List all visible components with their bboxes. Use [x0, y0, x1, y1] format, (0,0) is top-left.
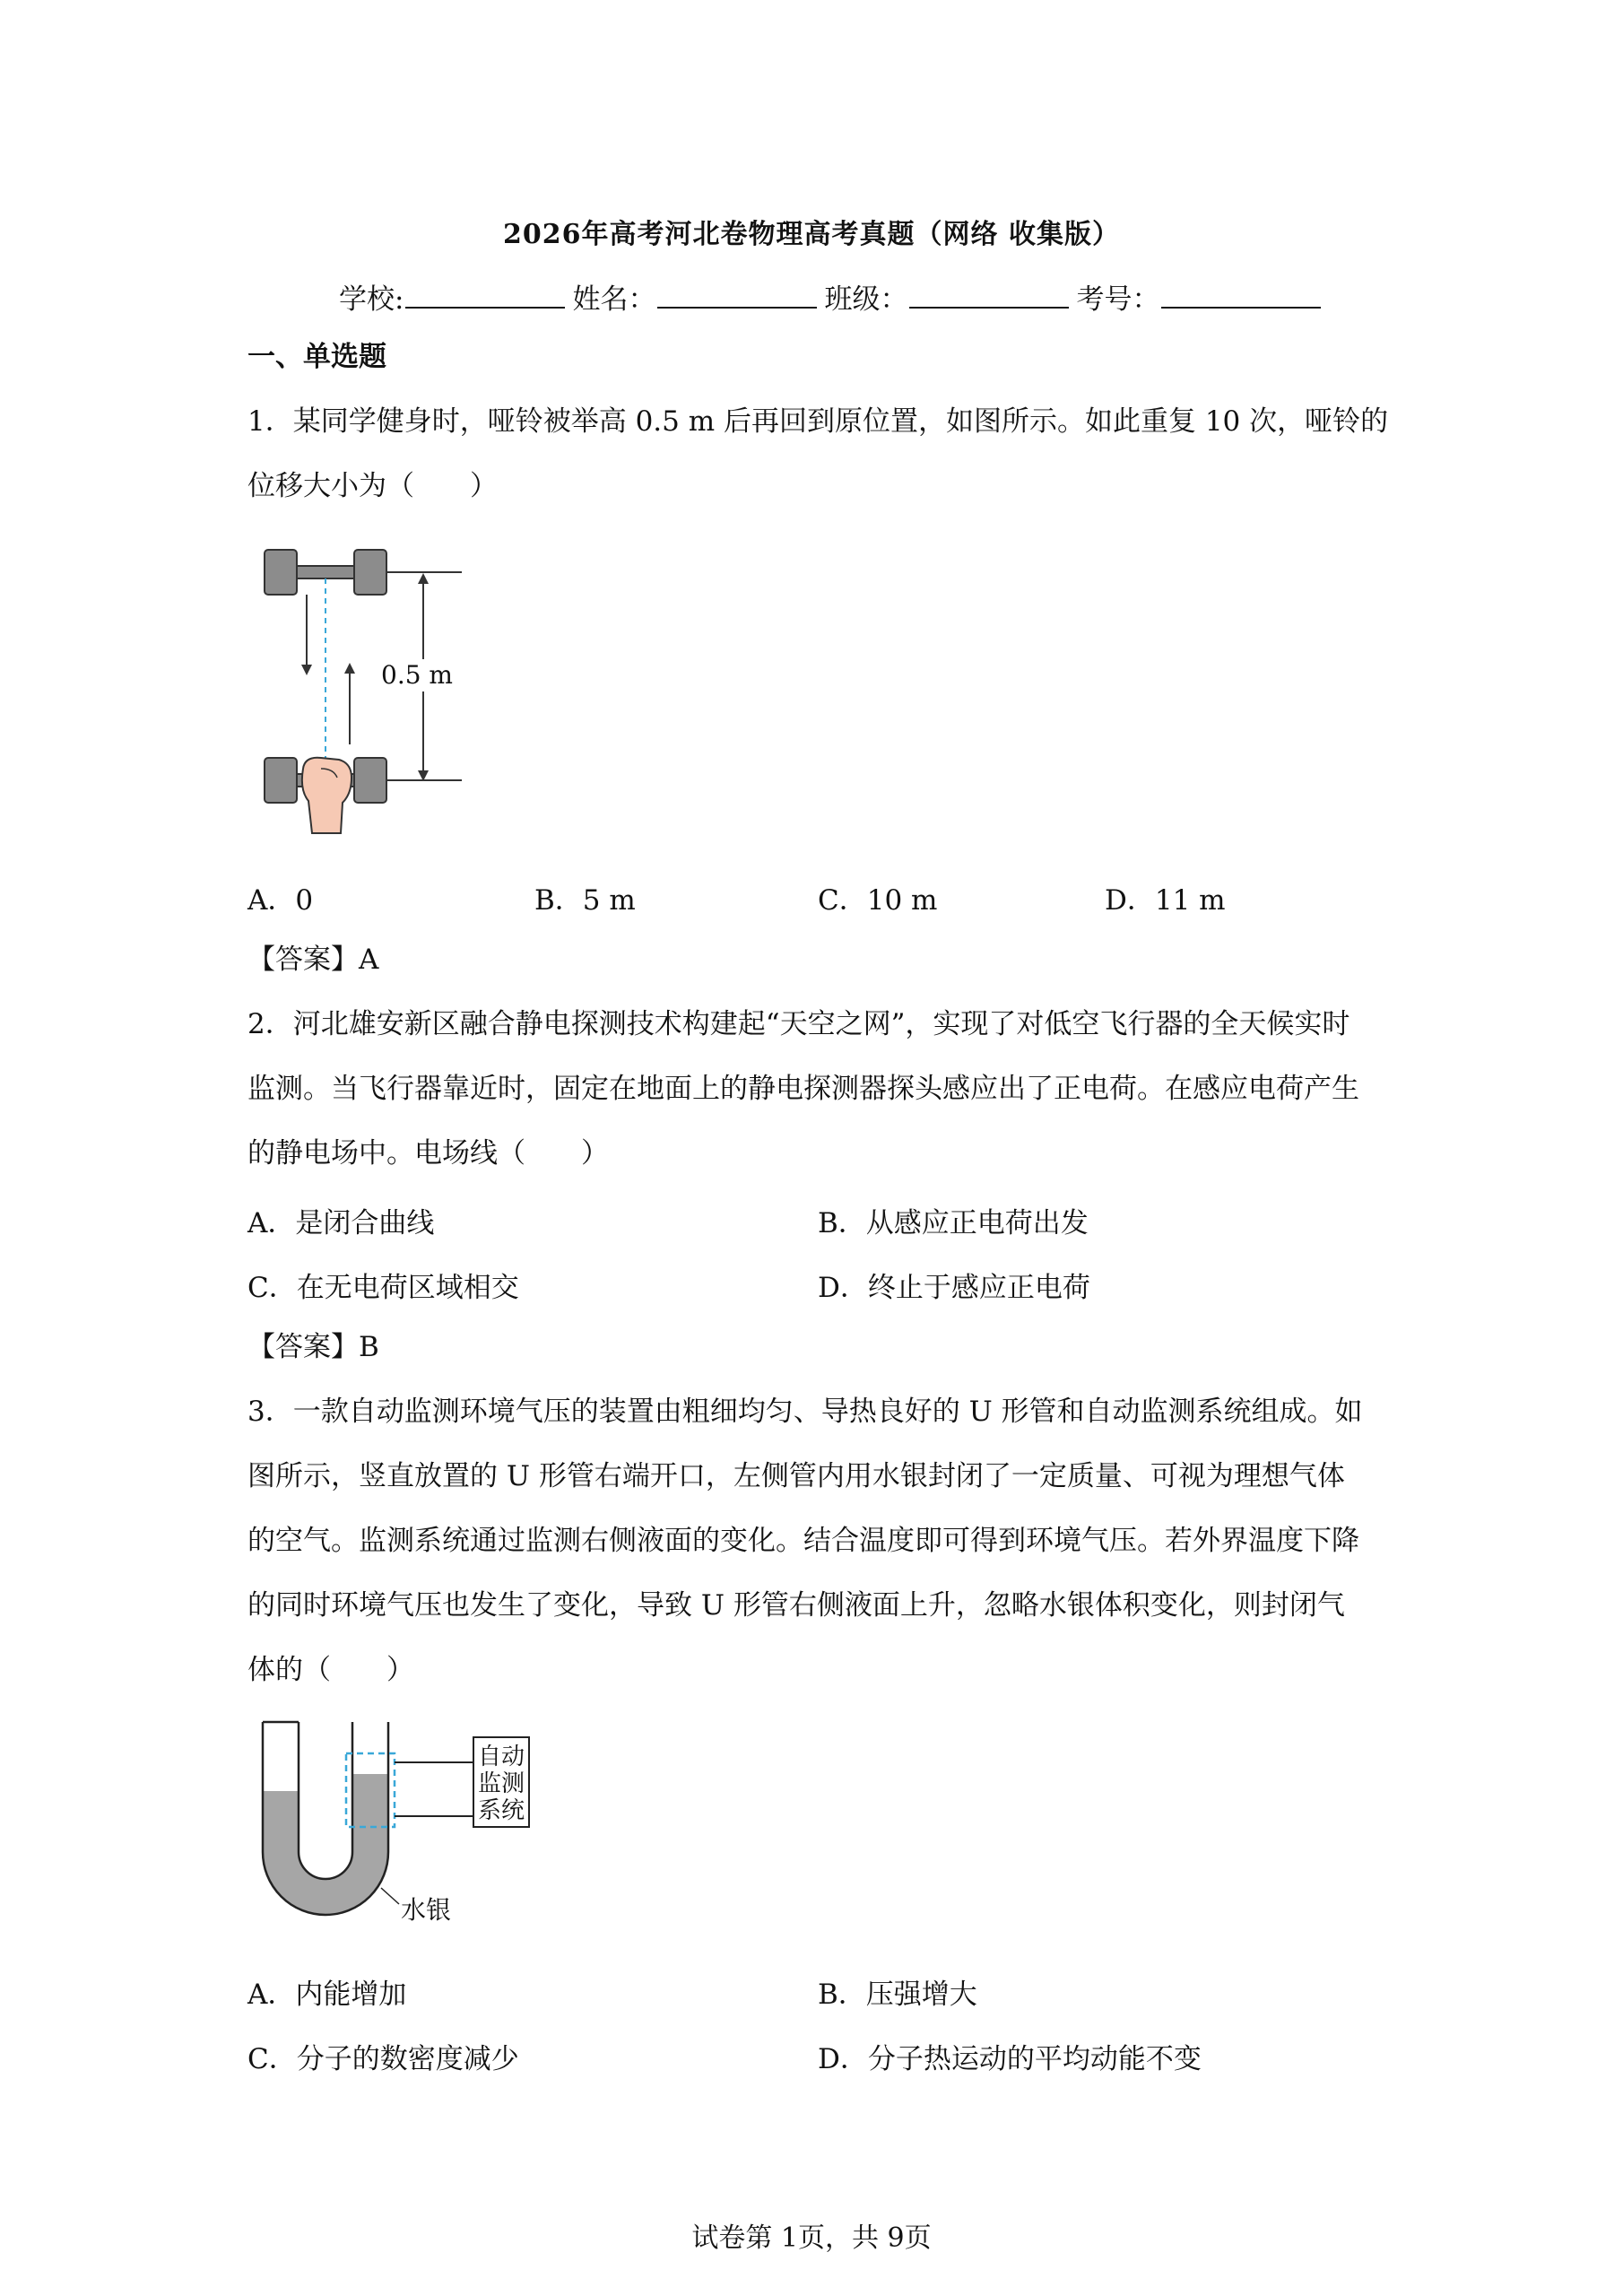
page-footer: 试卷第 1页，共 9页	[691, 2222, 932, 2254]
q3-option-a: A．内能增加	[247, 1979, 407, 2011]
dimension-arrow-top	[418, 573, 429, 584]
q1-option-d: D．11 m	[1105, 884, 1226, 917]
class-blank[interactable]	[909, 280, 1069, 309]
top-dumbbell-right-weight	[354, 550, 386, 595]
q1-option-c: C．10 m	[818, 884, 938, 917]
mercury-fill	[263, 1774, 388, 1915]
u-tube-figure	[256, 1718, 560, 1951]
mercury-label-pointer	[381, 1888, 399, 1904]
school-blank[interactable]	[405, 280, 565, 309]
q3-text-line2: 图所示，竖直放置的 U 形管右端开口，左侧管内用水银封闭了一定质量、可视为理想气体	[247, 1460, 1345, 1492]
top-dumbbell-left-weight	[265, 550, 297, 595]
monitoring-box-line3: 系统	[478, 1797, 525, 1824]
u-tube-inner-wall	[299, 1722, 352, 1879]
q3-text-line3: 的空气。监测系统通过监测右侧液面的变化。结合温度即可得到环境气压。若外界温度下降	[247, 1525, 1359, 1557]
name-blank[interactable]	[657, 280, 817, 309]
page-title: 2026年高考河北卷物理高考真题（网络 收集版）	[503, 219, 1120, 250]
q3-option-b: B．压强增大	[818, 1979, 977, 2011]
q1-option-a: A．0	[247, 884, 314, 917]
dimension-label: 0.5 m	[381, 660, 453, 690]
q1-text-line1: 1．某同学健身时，哑铃被举高 0.5 m 后再回到原位置，如图所示。如此重复 10 次，哑铃的	[247, 405, 1389, 438]
q3-text-line4: 的同时环境气压也发生了变化，导致 U 形管右侧液面上升，忽略水银体积变化，则封闭气	[247, 1589, 1345, 1622]
section-title: 一、单选题	[247, 341, 386, 373]
q1-text-line2: 位移大小为（ ）	[247, 470, 498, 502]
q3-text-line5: 体的（ ）	[247, 1654, 414, 1686]
q2-text-line2: 监测。当飞行器靠近时，固定在地面上的静电探测器探头感应出了正电荷。在感应电荷产生	[247, 1073, 1359, 1105]
q2-text-line1: 2．河北雄安新区融合静电探测技术构建起“天空之网”，实现了对低空飞行器的全天候实时	[247, 1008, 1350, 1040]
q1-answer: 【答案】A	[247, 944, 379, 976]
q3-option-d: D．分子热运动的平均动能不变	[818, 2043, 1202, 2075]
student-info-row	[339, 276, 1328, 317]
number-label: 考号：	[1076, 283, 1160, 316]
bottom-dumbbell-left-weight	[265, 758, 297, 803]
q2-option-d: D．终止于感应正电荷	[818, 1272, 1090, 1304]
q2-text-line3: 的静电场中。电场线（ ）	[247, 1137, 609, 1170]
q2-option-b: B．从感应正电荷出发	[818, 1207, 1089, 1239]
mercury-label: 水银	[401, 1895, 452, 1925]
q2-option-a: A．是闭合曲线	[247, 1207, 435, 1239]
school-label: 学校:	[339, 283, 404, 316]
q3-text-line1: 3．一款自动监测环境气压的装置由粗细均匀、导热良好的 U 形管和自动监测系统组成。如	[247, 1396, 1363, 1428]
down-arrow-head	[301, 665, 312, 675]
q2-option-c: C．在无电荷区域相交	[247, 1272, 519, 1304]
up-arrow-head	[344, 663, 355, 674]
class-label: 班级：	[824, 283, 908, 316]
monitoring-box-line2: 监测	[478, 1770, 525, 1797]
name-label: 姓名：	[572, 283, 656, 316]
top-dumbbell-bar	[297, 566, 354, 578]
q3-option-c: C．分子的数密度减少	[247, 2043, 519, 2075]
q1-option-b: B．5 m	[534, 884, 636, 917]
q2-answer: 【答案】B	[247, 1331, 379, 1363]
number-blank[interactable]	[1161, 280, 1321, 309]
bottom-dumbbell-right-weight	[354, 758, 386, 803]
monitoring-box-line1: 自动	[478, 1744, 525, 1770]
dumbbell-figure	[251, 534, 484, 843]
